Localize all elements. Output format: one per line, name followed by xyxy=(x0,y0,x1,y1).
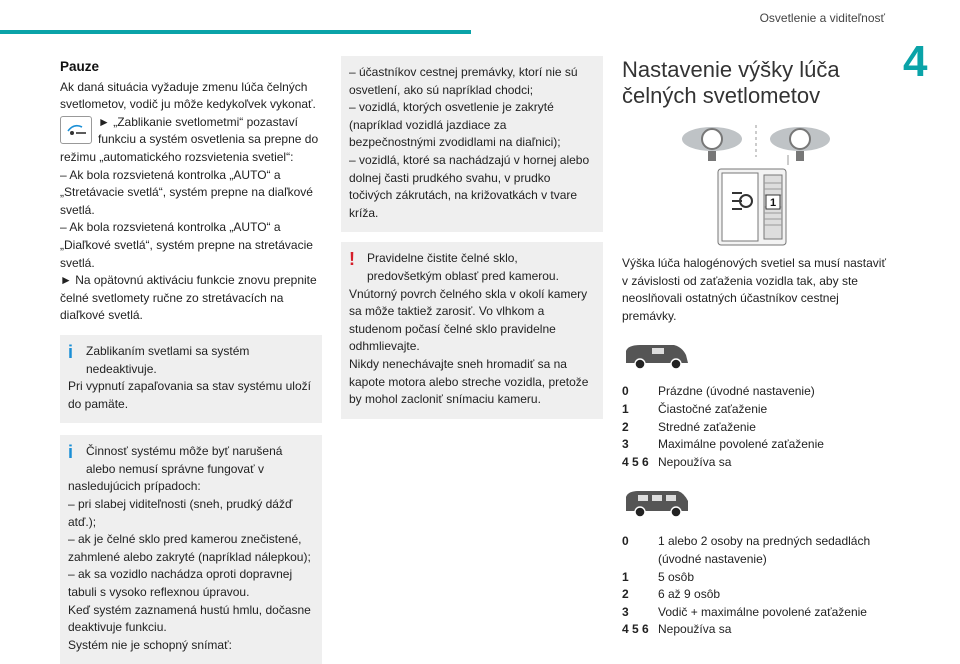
note2-head: Činnosť systému môže byť narušená alebo nemusí správne fungovať v xyxy=(86,444,283,476)
headlamp-adjuster-figure xyxy=(622,123,886,249)
load-item xyxy=(622,586,886,604)
note1-head: Zablikaním svetlami sa systém nedeaktivuje. xyxy=(86,343,250,376)
load-description: 1 alebo 2 osoby na predných sedadlách (úvodné nastavenie) xyxy=(658,534,871,566)
note2-body: nasledujúcich prípadoch: – pri slabej viditeľnosti (sneh, prudký dážď atď.); – ak je čelné sklo pred kamerou znečistené, zahmlené alebo zakryté (napríklad nálepkou); – ak sa vozidlo nachádza oproti dopravnej tabuli s vysoko reflexnou úpravou. Keď systém zaznamená hustú hmlu, dočasne deaktivuje funkciu. Systém nie je schopný snímať: xyxy=(68,479,311,652)
beam-height-intro: Výška lúča halogénových svetiel sa musí nastaviť v závislosti od zaťaženia vozidla tak, aby ste neoslňovali ostatných účastníkov cestnej premávky. xyxy=(622,256,886,323)
load-list-2 xyxy=(622,533,886,639)
load-level: 1 xyxy=(622,569,629,584)
load-list-1 xyxy=(622,383,886,471)
load-description: Maximálne povolené zaťaženie xyxy=(658,437,824,452)
load-description: 6 až 9 osôb xyxy=(658,587,721,602)
info-icon: i xyxy=(68,442,74,463)
load-description: Prázdne (úvodné nastavenie) xyxy=(658,384,815,399)
load-item xyxy=(622,621,886,639)
warning-note-windscreen xyxy=(341,242,603,418)
load-item xyxy=(622,454,886,472)
section-heading-pause: Pauze xyxy=(60,59,100,74)
load-level: 4 5 6 xyxy=(622,622,649,637)
load-level: 4 5 6 xyxy=(622,454,649,469)
load-level: 3 xyxy=(622,437,629,452)
column-3 xyxy=(622,56,886,639)
column-2 xyxy=(341,56,603,419)
steering-wheel-icon xyxy=(682,127,742,161)
flash-instruction xyxy=(60,114,322,149)
column-1 xyxy=(60,56,322,664)
load-item xyxy=(622,533,886,568)
load-level: 2 xyxy=(622,419,629,434)
warning-icon: ! xyxy=(349,249,355,270)
section-heading-beam-height: Nastavenie výšky lúča čelných svetlometov xyxy=(622,57,840,108)
load-item xyxy=(622,604,886,622)
headlamp-flash-icon xyxy=(60,116,92,144)
note3-body: – účastníkov cestnej premávky, ktorí nie sú osvetlení, ako sú napríklad chodci; – vozidlá, ktorých osvetlenie je zakryté (napríklad vozidlá jazdiace za bezpečnostnými zvodidlami na diaľnici); – vozidlá, ktoré sa nachádzajú v hornej alebo dolnej časti prudkého svahu, v prudko točivých zákrutách, na križovatkách v tvare kríža. xyxy=(349,65,590,220)
load-level: 0 xyxy=(622,534,629,549)
load-item xyxy=(622,383,886,401)
load-level: 0 xyxy=(622,384,629,399)
info-icon: i xyxy=(68,341,74,362)
info-note-limitations xyxy=(60,435,322,664)
load-level: 2 xyxy=(622,587,629,602)
steering-wheel-icon xyxy=(770,127,830,161)
load-description: Nepoužíva sa xyxy=(658,622,732,637)
chapter-number: 4 xyxy=(903,37,928,86)
load-item xyxy=(622,436,886,454)
dial-value: 1 xyxy=(769,197,777,209)
info-note-flash xyxy=(60,335,322,423)
load-item xyxy=(622,401,886,419)
note4-body: Vnútorný povrch čelného skla v okolí kamery sa môže taktiež zarosiť. Vo vlhkom a studenom počasí čelné sklo pravidelne odhmlievajte. Nikdy nenechávajte sneh hromadiť sa na kapote motora alebo streche vozidla, pretože by mohol zacloniť snímaciu kameru. xyxy=(349,286,589,407)
note4-head: Pravidelne čistite čelné sklo, predovšetkým oblasť pred kamerou. xyxy=(367,251,559,283)
load-description: Čiastočné zaťaženie xyxy=(658,401,768,416)
pause-intro: Ak daná situácia vyžaduje zmenu lúča čelných svetlometov, vodič ju môže kedykoľvek vykonať. xyxy=(60,79,316,112)
section-title: Osvetlenie a viditeľnosť xyxy=(759,11,885,25)
load-item xyxy=(622,419,886,437)
flash-line-1: ► „Zablikanie svetlometmi“ pozastaví xyxy=(98,114,298,129)
van-icon xyxy=(622,339,886,371)
minibus-icon xyxy=(622,487,886,519)
pause-body: režimu „automatického rozsvietenia svetiel“: – Ak bola rozsvietená kontrolka „AUTO“ a „Stretávacie svetlá“, systém prepne na diaľkové svetlá. – Ak bola rozsvietená kontrolka „AUTO“ a „Diaľkové svetlá“, systém prepne na stretávacie svetlá. ► Na opätovnú aktiváciu funkcie znovu prepnite čelné svetlomety ručne zo stretávacích na diaľkové svetlá. xyxy=(60,149,317,323)
flash-line-2: funkciu a systém osvetlenia sa prepne do xyxy=(98,132,319,147)
load-level: 1 xyxy=(622,401,629,416)
header-rule xyxy=(0,30,471,34)
load-description: Vodič + maximálne povolené zaťaženie xyxy=(658,604,867,619)
note1-body: Pri vypnutí zapaľovania sa stav systému uloží do pamäte. xyxy=(68,379,311,411)
load-level: 3 xyxy=(622,604,629,619)
load-description: Nepoužíva sa xyxy=(658,454,732,469)
load-description: 5 osôb xyxy=(658,569,695,584)
load-item xyxy=(622,569,886,587)
load-description: Stredné zaťaženie xyxy=(658,419,756,434)
info-note-continued xyxy=(341,56,603,232)
